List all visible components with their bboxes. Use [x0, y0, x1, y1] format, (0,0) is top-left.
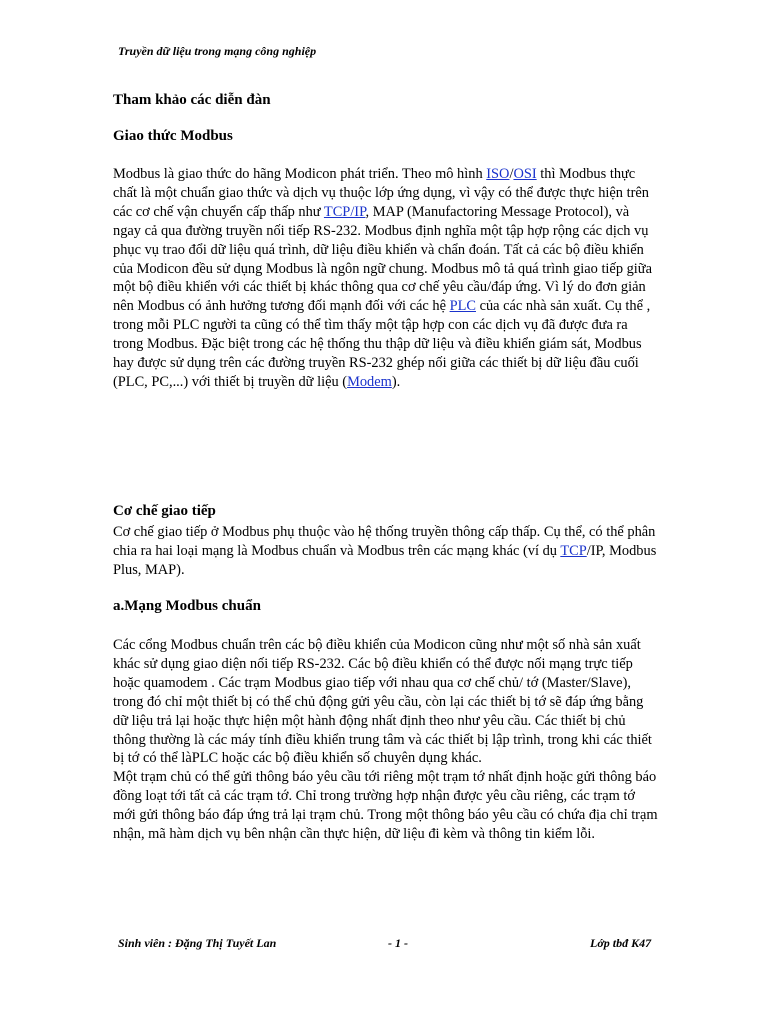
paragraph-master-slave: Một trạm chủ có thể gửi thông báo yêu cầu tới riêng một trạm tớ nhất định hoặc gửi thông báo đồng loạt tới tất cả các trạm tớ. Chỉ trong trường hợp nhận được yêu cầu riêng, các trạm tớ mới gửi thông báo đáp ứng trả lại trạm chủ. Trong một thông báo yêu cầu có chứa địa chỉ trạm nhận, mã hàm dịch vụ bên nhận cần thực hiện, dữ liệu đi kèm và thông tin kiểm lỗi.	[113, 769, 658, 843]
paragraph-standard-network	[113, 636, 658, 844]
running-header: Truyền dữ liệu trong mạng công nghiệp	[118, 44, 317, 58]
section-title-modbus: Giao thức Modbus	[113, 128, 233, 144]
paragraph-modbus-intro: Modbus là giao thức do hãng Modicon phát triển. Theo mô hình ISO/OSI thì Modbus thực chất là một chuẩn giao thức và dịch vụ thuộc lớp ứng dụng, vì vậy có thể được thực hiện trên các cơ chế vận chuyển cấp thấp như TCP/IP, MAP (Manufactoring Message Protocol), và ngay cả qua đường truyền nối tiếp RS-232. Modbus định nghĩa một tập hợp rộng các dịch vụ phục vụ trao đổi dữ liệu quá trình, dữ liệu điều khiển và chẩn đoán. Tất cả các bộ điều khiển của Modicon đều sử dụng Modbus là ngôn ngữ chung. Modbus mô tả quá trình giao tiếp giữa một bộ điều khiển với các thiết bị khác thông qua cơ chế yêu cầu/đáp ứng. Vì lý do đơn giản nên Modbus có ảnh hưởng tương đối mạnh đối với các hệ PLC của các nhà sản xuất. Cụ thể , trong mỗi PLC người ta cũng có thể tìm thấy một tập hợp con các dịch vụ đã được đưa ra trong Modbus. Đặc biệt trong các hệ thống thu thập dữ liệu và điều khiển giám sát, Modbus hay được sử dụng trên các đường truyền RS-232 ghép nối giữa các thiết bị dữ liệu đầu cuối (PLC, PC,...) với thiết bị truyền dữ liệu (Modem).	[113, 166, 652, 390]
paragraph-ports: Các cổng Modbus chuẩn trên các bộ điều khiển của Modicon cũng như một số nhà sản xuất khác sử dụng giao diện nối tiếp RS-232. Các bộ điều khiển có thể được nối mạng trực tiếp hoặc quamodem . Các trạm Modbus giao tiếp với nhau qua cơ chế chủ/ tớ (Master/Slave), trong đó chỉ một thiết bị có thể chủ động gửi yêu cầu, còn lại các thiết bị tớ sẽ đáp ứng bằng dữ liệu trả lại hoặc thực hiện một hành động nhất định theo như yêu cầu. Các thiết bị chủ thông thường là các máy tính điều khiển trung tâm và các thiết bị lập trình, trong khi các thiết bị tớ có thể làPLC hoặc các bộ điều khiển số chuyên dụng khác.	[113, 637, 652, 767]
footer-class: Lớp tbđ K47	[590, 936, 652, 950]
link-modem[interactable]: Modem	[347, 373, 392, 390]
footer-student: Sinh viên : Đặng Thị Tuyết Lan	[118, 936, 277, 950]
link-plc[interactable]: PLC	[449, 298, 476, 315]
section-title-mechanism: Cơ chế giao tiếp	[113, 503, 216, 519]
section-title-standard-network: a.Mạng Modbus chuẩn	[113, 598, 261, 614]
footer-page-number: - 1 -	[388, 936, 408, 950]
link-osi[interactable]: OSI	[513, 166, 537, 182]
section-title-forums: Tham khảo các diễn đàn	[113, 92, 271, 108]
link-tcp[interactable]: TCP	[560, 542, 587, 559]
paragraph-mechanism: Cơ chế giao tiếp ở Modbus phụ thuộc vào hệ thống truyền thông cấp thấp. Cụ thể, có thể phân chia ra hai loại mạng là Modbus chuẩn và Modbus trên các mạng khác (ví dụ TCP/IP, Modbus Plus, MAP).	[113, 524, 657, 578]
link-iso[interactable]: ISO	[486, 166, 510, 182]
link-tcpip[interactable]: TCP/IP	[323, 203, 366, 220]
